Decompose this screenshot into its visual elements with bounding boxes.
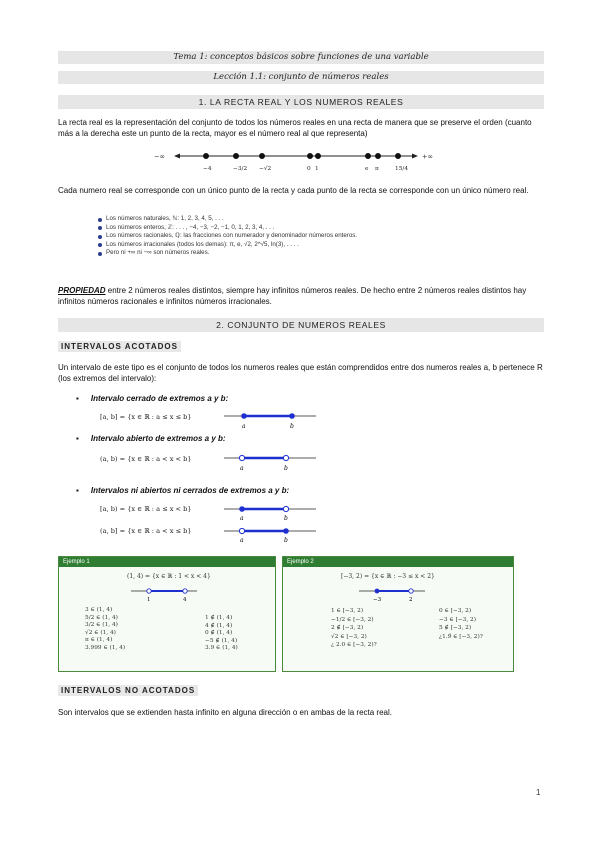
list-item: ¿1.9̂ ∈ [−3, 2)?: [439, 633, 483, 640]
endpoint-label-a: a: [240, 537, 244, 544]
list-item: 0 ∉ (1, 4): [205, 630, 233, 637]
example-1-left-column: [85, 607, 125, 653]
endpoint-label-b: b: [284, 515, 288, 522]
mixed-intervals-title: ▪ Intervalos ni abiertos ni cerrados de extremos a y b:: [76, 486, 290, 495]
list-item: −1/2 ∈ [−3, 2): [331, 616, 374, 623]
property-text: entre 2 números reales distintos, siempre hay infinitos números reales. De hecho entre 2 números reales distintos hay infinitos números racionales e infinitos números irracionales.: [58, 286, 527, 306]
half-open-left-diagram: [222, 524, 318, 544]
list-item: Los números irracionales (todos los demas): π, e, √2, 2^√5, ln(3), . . . .: [98, 241, 428, 250]
bounded-intervals-intro: Un intervalo de este tipo es el conjunto de todos los numeros reales que están comprendidos entre dos numeros reales a, b pertenece R (los extremos del intervalo):: [58, 363, 543, 383]
example-2-right-column: [439, 607, 483, 641]
number-line-point: [203, 153, 209, 159]
open-interval-diagram: [222, 451, 318, 473]
closed-interval-diagram: [222, 409, 318, 431]
endpoint-label-b: b: [290, 423, 294, 430]
number-line-point: [315, 153, 321, 159]
minus-infinity-label: −∞: [154, 152, 165, 161]
example-2-box: [282, 556, 514, 672]
open-interval-title: ▪ Intervalo abierto de extremos a y b:: [76, 434, 226, 443]
unbounded-intervals-heading: INTERVALOS NO ACOTADOS: [58, 685, 198, 696]
property-label: PROPIEDAD: [58, 286, 106, 295]
example-1-label-left: 1: [147, 597, 151, 603]
list-item: 2 ∉ [−3, 2): [331, 625, 364, 632]
list-item: 1 ∉ (1, 4): [205, 615, 233, 621]
list-item: √2 ∈ [−3, 2): [331, 633, 367, 640]
number-line-point: [233, 153, 239, 159]
endpoint-label-b: b: [284, 537, 288, 544]
list-item: 5/2 ∈ (1, 4): [85, 614, 118, 621]
list-item: Pero ni +∞ ni −∞ son números reales.: [98, 249, 428, 258]
example-2-formula: [−3, 2) = {x ∈ ℝ : −3 ≤ x < 2}: [341, 573, 435, 580]
closed-endpoint-a: [241, 413, 247, 419]
list-item: Los números enteros, ℤ: . . . , −4, −3, −2, −1, 0, 1, 2, 3, 4, . . .: [98, 224, 428, 233]
example-1-label-right: 4: [183, 597, 187, 603]
list-item: π ∈ (1, 4): [85, 637, 113, 644]
bullet-symbol: ▪: [76, 394, 79, 403]
property-paragraph: [58, 285, 546, 307]
list-item: 3.999 ∈ (1, 4): [85, 644, 126, 651]
number-line-label: e: [365, 166, 369, 172]
number-line-point: [365, 153, 371, 159]
number-line-label: −√2: [259, 166, 272, 172]
number-line-label: −3/2: [233, 166, 248, 172]
list-item: 3/2 ∈ (1, 4): [85, 622, 118, 629]
list-item: −5 ∉ (1, 4): [205, 637, 238, 644]
example-1-title: Ejemplo 1: [59, 557, 275, 567]
number-line-label: −4: [203, 166, 212, 172]
open-interval-formula: (a, b) = {x ∈ ℝ : a < x < b}: [100, 455, 192, 463]
number-line-label: 1: [315, 166, 319, 172]
number-line-label: 15/4: [395, 166, 409, 172]
list-item: ¿ 2.0 ∈ [−3, 2)?: [331, 642, 377, 649]
half-open-left-formula: (a, b] = {x ∈ ℝ : a < x ≤ b}: [100, 527, 192, 535]
list-item: 0 ∈ [−3, 2): [439, 608, 472, 614]
number-line-point: [259, 153, 265, 159]
endpoint-label-a: a: [240, 515, 244, 522]
closed-endpoint-b: [289, 413, 295, 419]
example-1-right-column: [205, 615, 238, 653]
number-line-label: π: [375, 166, 379, 172]
list-item: 3.9 ∈ (1, 4): [205, 645, 238, 652]
example-1-diagram: [129, 585, 199, 603]
lesson-header: Lección 1.1: conjunto de números reales: [58, 71, 544, 84]
plus-infinity-label: +∞: [422, 152, 433, 161]
example-2-left-column: [331, 607, 377, 650]
number-line-point: [307, 153, 313, 159]
section-2-title: 2. CONJUNTO DE NUMEROS REALES: [58, 318, 544, 332]
page-number: 1: [536, 788, 541, 797]
real-line-intro: La recta real es la representación del conjunto de todos los números reales en una recta de manera que se preserve el orden (cuanto más a la derecha este un punto de la recta, mayor es el número real al que representa): [58, 118, 532, 138]
open-endpoint-a: [239, 455, 244, 460]
number-line-label: 0: [307, 166, 311, 172]
bullet-symbol: ▪: [76, 486, 79, 495]
endpoint-label-b: b: [284, 465, 288, 472]
bullet-symbol: ▪: [76, 434, 79, 443]
real-number-line: [150, 148, 440, 176]
list-item: 3 ∈ (1, 4): [85, 607, 113, 613]
example-2-label-right: 2: [409, 597, 413, 603]
closed-interval-formula: [a, b] = {x ∈ ℝ : a ≤ x ≤ b}: [100, 413, 192, 421]
list-item: Los números racionales, ℚ: las fracciones con numerador y denominador números enteros.: [98, 232, 428, 241]
example-1-box: [58, 556, 276, 672]
list-item: 4 ∉ (1, 4): [205, 622, 233, 629]
example-2-title: Ejemplo 2: [283, 557, 513, 567]
correspondence-text: Cada numero real se corresponde con un único punto de la recta y cada punto de la recta se corresponde con un único número real.: [58, 186, 529, 195]
section-1-title: 1. LA RECTA REAL Y LOS NUMEROS REALES: [58, 95, 544, 109]
endpoint-label-a: a: [240, 465, 244, 472]
number-line-point: [395, 153, 401, 159]
list-item: 5 ∉ [−3, 2): [439, 625, 472, 632]
example-1-formula: (1, 4) = {x ∈ ℝ : 1 < x < 4}: [127, 573, 211, 580]
bounded-intervals-heading: INTERVALOS ACOTADOS: [58, 341, 181, 352]
list-item: 1 ∈ [−3, 2): [331, 608, 364, 614]
half-open-right-diagram: [222, 502, 318, 522]
list-item: −3 ∈ [−3, 2): [439, 616, 476, 623]
topic-header: Tema 1: conceptos básicos sobre funciones de una variable: [58, 51, 544, 64]
example-2-diagram: [357, 585, 427, 603]
unbounded-intervals-intro: Son intervalos que se extienden hasta infinito en alguna dirección o en ambas de la recta real.: [58, 708, 392, 717]
example-2-label-left: −3: [373, 597, 382, 603]
closed-interval-title: ▪ Intervalo cerrado de extremos a y b:: [76, 394, 229, 403]
list-item: Los números naturales, ℕ: 1, 2, 3, 4, 5, . . .: [98, 215, 428, 224]
open-endpoint-b: [283, 455, 288, 460]
half-open-right-formula: [a, b) = {x ∈ ℝ : a ≤ x < b}: [100, 505, 192, 513]
number-sets-list: [98, 215, 428, 258]
endpoint-label-a: a: [242, 423, 246, 430]
number-line-point: [375, 153, 381, 159]
list-item: √2 ∈ (1, 4): [85, 629, 116, 636]
